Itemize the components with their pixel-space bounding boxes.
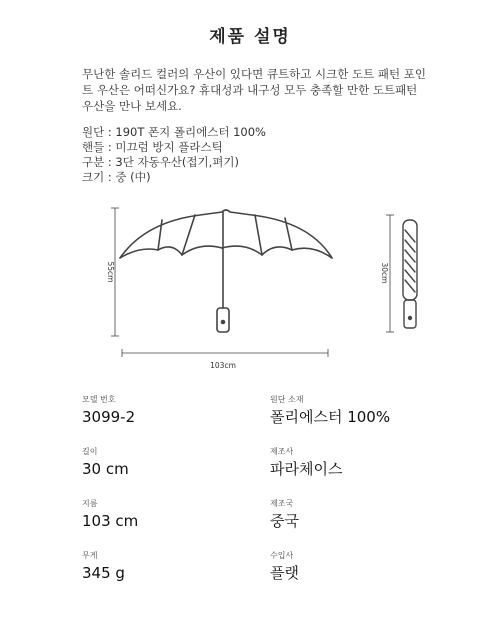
info-value: 파라체이스 (270, 460, 343, 478)
open-height-label: 55cm (106, 261, 115, 283)
open-width-dimension (122, 349, 328, 357)
spec-type: 구분 : 3단 자동우산(접기,펴기) (82, 155, 239, 169)
info-value: 30 cm (82, 460, 129, 478)
info-fabric-material (270, 395, 450, 427)
info-label: 무게 (82, 551, 98, 560)
info-value: 3099-2 (82, 408, 136, 426)
info-label: 제조국 (270, 499, 294, 508)
info-importer (270, 551, 450, 583)
info-value: 103 cm (82, 512, 139, 530)
info-value: 폴리에스터 100% (270, 408, 391, 426)
info-label: 길이 (82, 447, 98, 456)
info-manufacturer (270, 447, 450, 479)
intro-line: 우산을 만나 보세요. (82, 99, 182, 113)
info-value: 345 g (82, 564, 125, 582)
info-weight (82, 551, 262, 583)
info-length (82, 447, 262, 479)
info-value: 플랫 (270, 564, 299, 582)
intro-text (82, 66, 427, 114)
spec-fabric: 원단 : 190T 폰지 폴리에스터 100% (82, 125, 266, 139)
open-umbrella-icon (120, 210, 332, 332)
spec-handle: 핸들 : 미끄럼 방지 플라스틱 (82, 140, 223, 154)
open-width-label: 103cm (210, 361, 236, 370)
page-title: 제품 설명 (209, 27, 291, 47)
info-label: 원단 소재 (270, 395, 304, 404)
info-value: 중국 (270, 512, 299, 530)
info-diameter (82, 499, 262, 531)
info-label: 제조사 (270, 447, 294, 456)
intro-line: 트 우산은 어떠신가요? 휴대성과 내구성 모두 충족할 만한 도트패턴 (82, 83, 418, 97)
umbrella-size-diagram (0, 190, 500, 380)
info-label: 모델 번호 (82, 395, 116, 404)
intro-line: 무난한 솔리드 컬러의 우산이 있다면 큐트하고 시크한 도트 패턴 포인 (82, 67, 426, 81)
spec-list (82, 125, 422, 185)
spec-size: 크기 : 중 (中) (82, 170, 151, 184)
info-country-of-origin (270, 499, 450, 531)
info-model-number (82, 395, 262, 427)
folded-umbrella-icon (403, 220, 417, 328)
folded-length-label: 30cm (380, 262, 389, 284)
info-label: 수입사 (270, 551, 294, 560)
info-label: 지름 (82, 499, 98, 508)
